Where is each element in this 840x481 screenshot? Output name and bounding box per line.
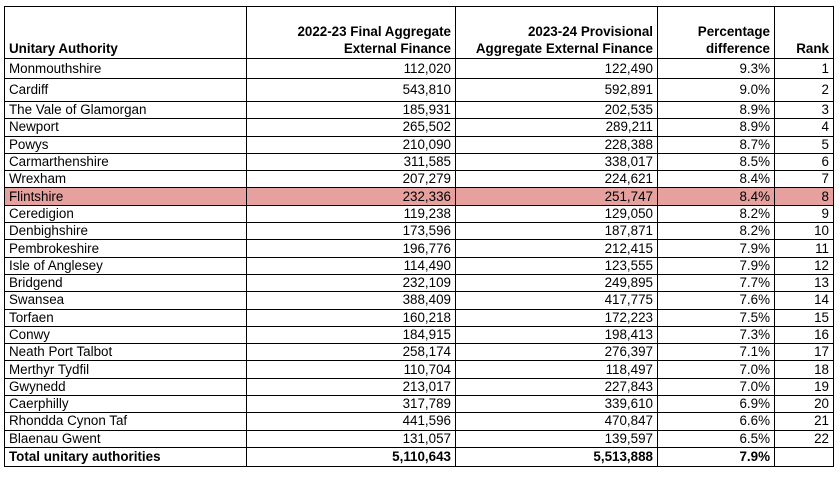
cell-final: 185,931 [247,102,456,119]
cell-rank: 11 [775,240,834,257]
cell-rank: 10 [775,223,834,240]
table-body [5,59,834,448]
cell-percentage: 7.0% [658,378,775,395]
cell-percentage: 8.9% [658,119,775,136]
table-row [5,274,834,291]
cell-provisional: 251,747 [456,188,658,205]
cell-final: 265,502 [247,119,456,136]
cell-authority: Merthyr Tydfil [5,361,247,378]
header-prov-line2: Aggregate External Finance [475,41,653,56]
cell-authority: Blaenau Gwent [5,430,247,447]
table-row [5,344,834,361]
cell-percentage: 7.9% [658,240,775,257]
cell-percentage: 8.2% [658,223,775,240]
cell-provisional: 122,490 [456,59,658,79]
cell-provisional: 123,555 [456,257,658,274]
cell-authority: Caerphilly [5,396,247,413]
header-unitary-authority-label: Unitary Authority [9,41,118,56]
cell-percentage: 8.9% [658,102,775,119]
cell-authority: Carmarthenshire [5,153,247,170]
table-row [5,396,834,413]
cell-provisional: 172,223 [456,309,658,326]
cell-provisional: 139,597 [456,430,658,447]
cell-provisional: 417,775 [456,292,658,309]
header-row [5,7,834,59]
cell-authority: Ceredigion [5,205,247,222]
header-provisional-aggregate [456,7,658,59]
cell-percentage: 7.6% [658,292,775,309]
cell-percentage: 7.5% [658,309,775,326]
total-provisional: 5,513,888 [456,447,658,466]
cell-provisional: 118,497 [456,361,658,378]
cell-final: 207,279 [247,171,456,188]
header-rank [775,7,834,59]
cell-percentage: 7.9% [658,257,775,274]
cell-rank: 20 [775,396,834,413]
table-row [5,378,834,395]
header-percentage-difference [658,7,775,59]
table-row [5,119,834,136]
cell-percentage: 6.6% [658,413,775,430]
cell-authority: Isle of Anglesey [5,257,247,274]
header-prov-line1: 2023-24 Provisional [527,24,653,39]
cell-provisional: 289,211 [456,119,658,136]
cell-provisional: 224,621 [456,171,658,188]
header-rank-label: Rank [796,41,829,56]
total-percentage: 7.9% [658,447,775,466]
cell-provisional: 198,413 [456,326,658,343]
cell-final: 232,109 [247,274,456,291]
cell-provisional: 129,050 [456,205,658,222]
cell-rank: 6 [775,153,834,170]
cell-final: 232,336 [247,188,456,205]
table-row [5,413,834,430]
table-row [5,309,834,326]
cell-authority: Pembrokeshire [5,240,247,257]
cell-final: 543,810 [247,79,456,102]
cell-rank: 14 [775,292,834,309]
cell-percentage: 8.4% [658,188,775,205]
cell-rank: 8 [775,188,834,205]
cell-provisional: 228,388 [456,136,658,153]
table-row [5,257,834,274]
table-row [5,223,834,240]
cell-rank: 5 [775,136,834,153]
cell-rank: 17 [775,344,834,361]
cell-final: 114,490 [247,257,456,274]
cell-rank: 7 [775,171,834,188]
cell-final: 184,915 [247,326,456,343]
cell-authority: Torfaen [5,309,247,326]
cell-rank: 15 [775,309,834,326]
cell-provisional: 249,895 [456,274,658,291]
cell-percentage: 8.5% [658,153,775,170]
cell-rank: 3 [775,102,834,119]
cell-percentage: 6.5% [658,430,775,447]
cell-final: 112,020 [247,59,456,79]
header-pct-line1: Percentage [697,24,770,39]
cell-percentage: 7.0% [658,361,775,378]
cell-final: 258,174 [247,344,456,361]
cell-authority: Rhondda Cynon Taf [5,413,247,430]
cell-rank: 1 [775,59,834,79]
cell-final: 441,596 [247,413,456,430]
table-row [5,430,834,447]
cell-final: 317,789 [247,396,456,413]
cell-final: 388,409 [247,292,456,309]
cell-percentage: 6.9% [658,396,775,413]
cell-authority: Powys [5,136,247,153]
total-label: Total unitary authorities [5,447,247,466]
cell-authority: Monmouthshire [5,59,247,79]
cell-rank: 12 [775,257,834,274]
cell-authority: Cardiff [5,79,247,102]
cell-authority: Bridgend [5,274,247,291]
table-row [5,205,834,222]
cell-authority: Gwynedd [5,378,247,395]
cell-final: 110,704 [247,361,456,378]
table-row [5,240,834,257]
header-final-line1: 2022-23 Final Aggregate [297,24,451,39]
cell-final: 160,218 [247,309,456,326]
table-row [5,171,834,188]
table-row [5,153,834,170]
cell-provisional: 227,843 [456,378,658,395]
cell-percentage: 7.1% [658,344,775,361]
cell-percentage: 7.7% [658,274,775,291]
cell-rank: 2 [775,79,834,102]
cell-final: 131,057 [247,430,456,447]
cell-final: 311,585 [247,153,456,170]
header-unitary-authority [5,7,247,59]
cell-final: 210,090 [247,136,456,153]
cell-authority: Swansea [5,292,247,309]
cell-rank: 19 [775,378,834,395]
header-final-line2: External Finance [343,41,451,56]
cell-provisional: 202,535 [456,102,658,119]
cell-rank: 16 [775,326,834,343]
cell-rank: 9 [775,205,834,222]
cell-percentage: 7.3% [658,326,775,343]
table-row [5,292,834,309]
cell-provisional: 212,415 [456,240,658,257]
cell-provisional: 339,610 [456,396,658,413]
cell-rank: 13 [775,274,834,291]
cell-authority: Denbighshire [5,223,247,240]
total-final: 5,110,643 [247,447,456,466]
table-row [5,59,834,79]
table-container [4,6,833,467]
cell-provisional: 276,397 [456,344,658,361]
cell-provisional: 470,847 [456,413,658,430]
total-row [5,447,834,466]
cell-authority: Neath Port Talbot [5,344,247,361]
cell-rank: 22 [775,430,834,447]
cell-percentage: 8.4% [658,171,775,188]
cell-authority: Conwy [5,326,247,343]
aggregate-external-finance-table [4,6,834,467]
table-row [5,361,834,378]
cell-rank: 21 [775,413,834,430]
table-row [5,326,834,343]
cell-authority: Wrexham [5,171,247,188]
cell-final: 173,596 [247,223,456,240]
cell-percentage: 8.7% [658,136,775,153]
cell-final: 213,017 [247,378,456,395]
cell-rank: 18 [775,361,834,378]
table-row [5,188,834,205]
cell-percentage: 9.0% [658,79,775,102]
cell-rank: 4 [775,119,834,136]
header-pct-line2: difference [706,41,770,56]
cell-percentage: 8.2% [658,205,775,222]
table-row [5,79,834,102]
cell-provisional: 187,871 [456,223,658,240]
cell-final: 196,776 [247,240,456,257]
header-final-aggregate [247,7,456,59]
cell-authority: Flintshire [5,188,247,205]
cell-provisional: 338,017 [456,153,658,170]
cell-authority: Newport [5,119,247,136]
total-rank [775,447,834,466]
cell-authority: The Vale of Glamorgan [5,102,247,119]
cell-final: 119,238 [247,205,456,222]
cell-percentage: 9.3% [658,59,775,79]
table-row [5,136,834,153]
table-row [5,102,834,119]
cell-provisional: 592,891 [456,79,658,102]
